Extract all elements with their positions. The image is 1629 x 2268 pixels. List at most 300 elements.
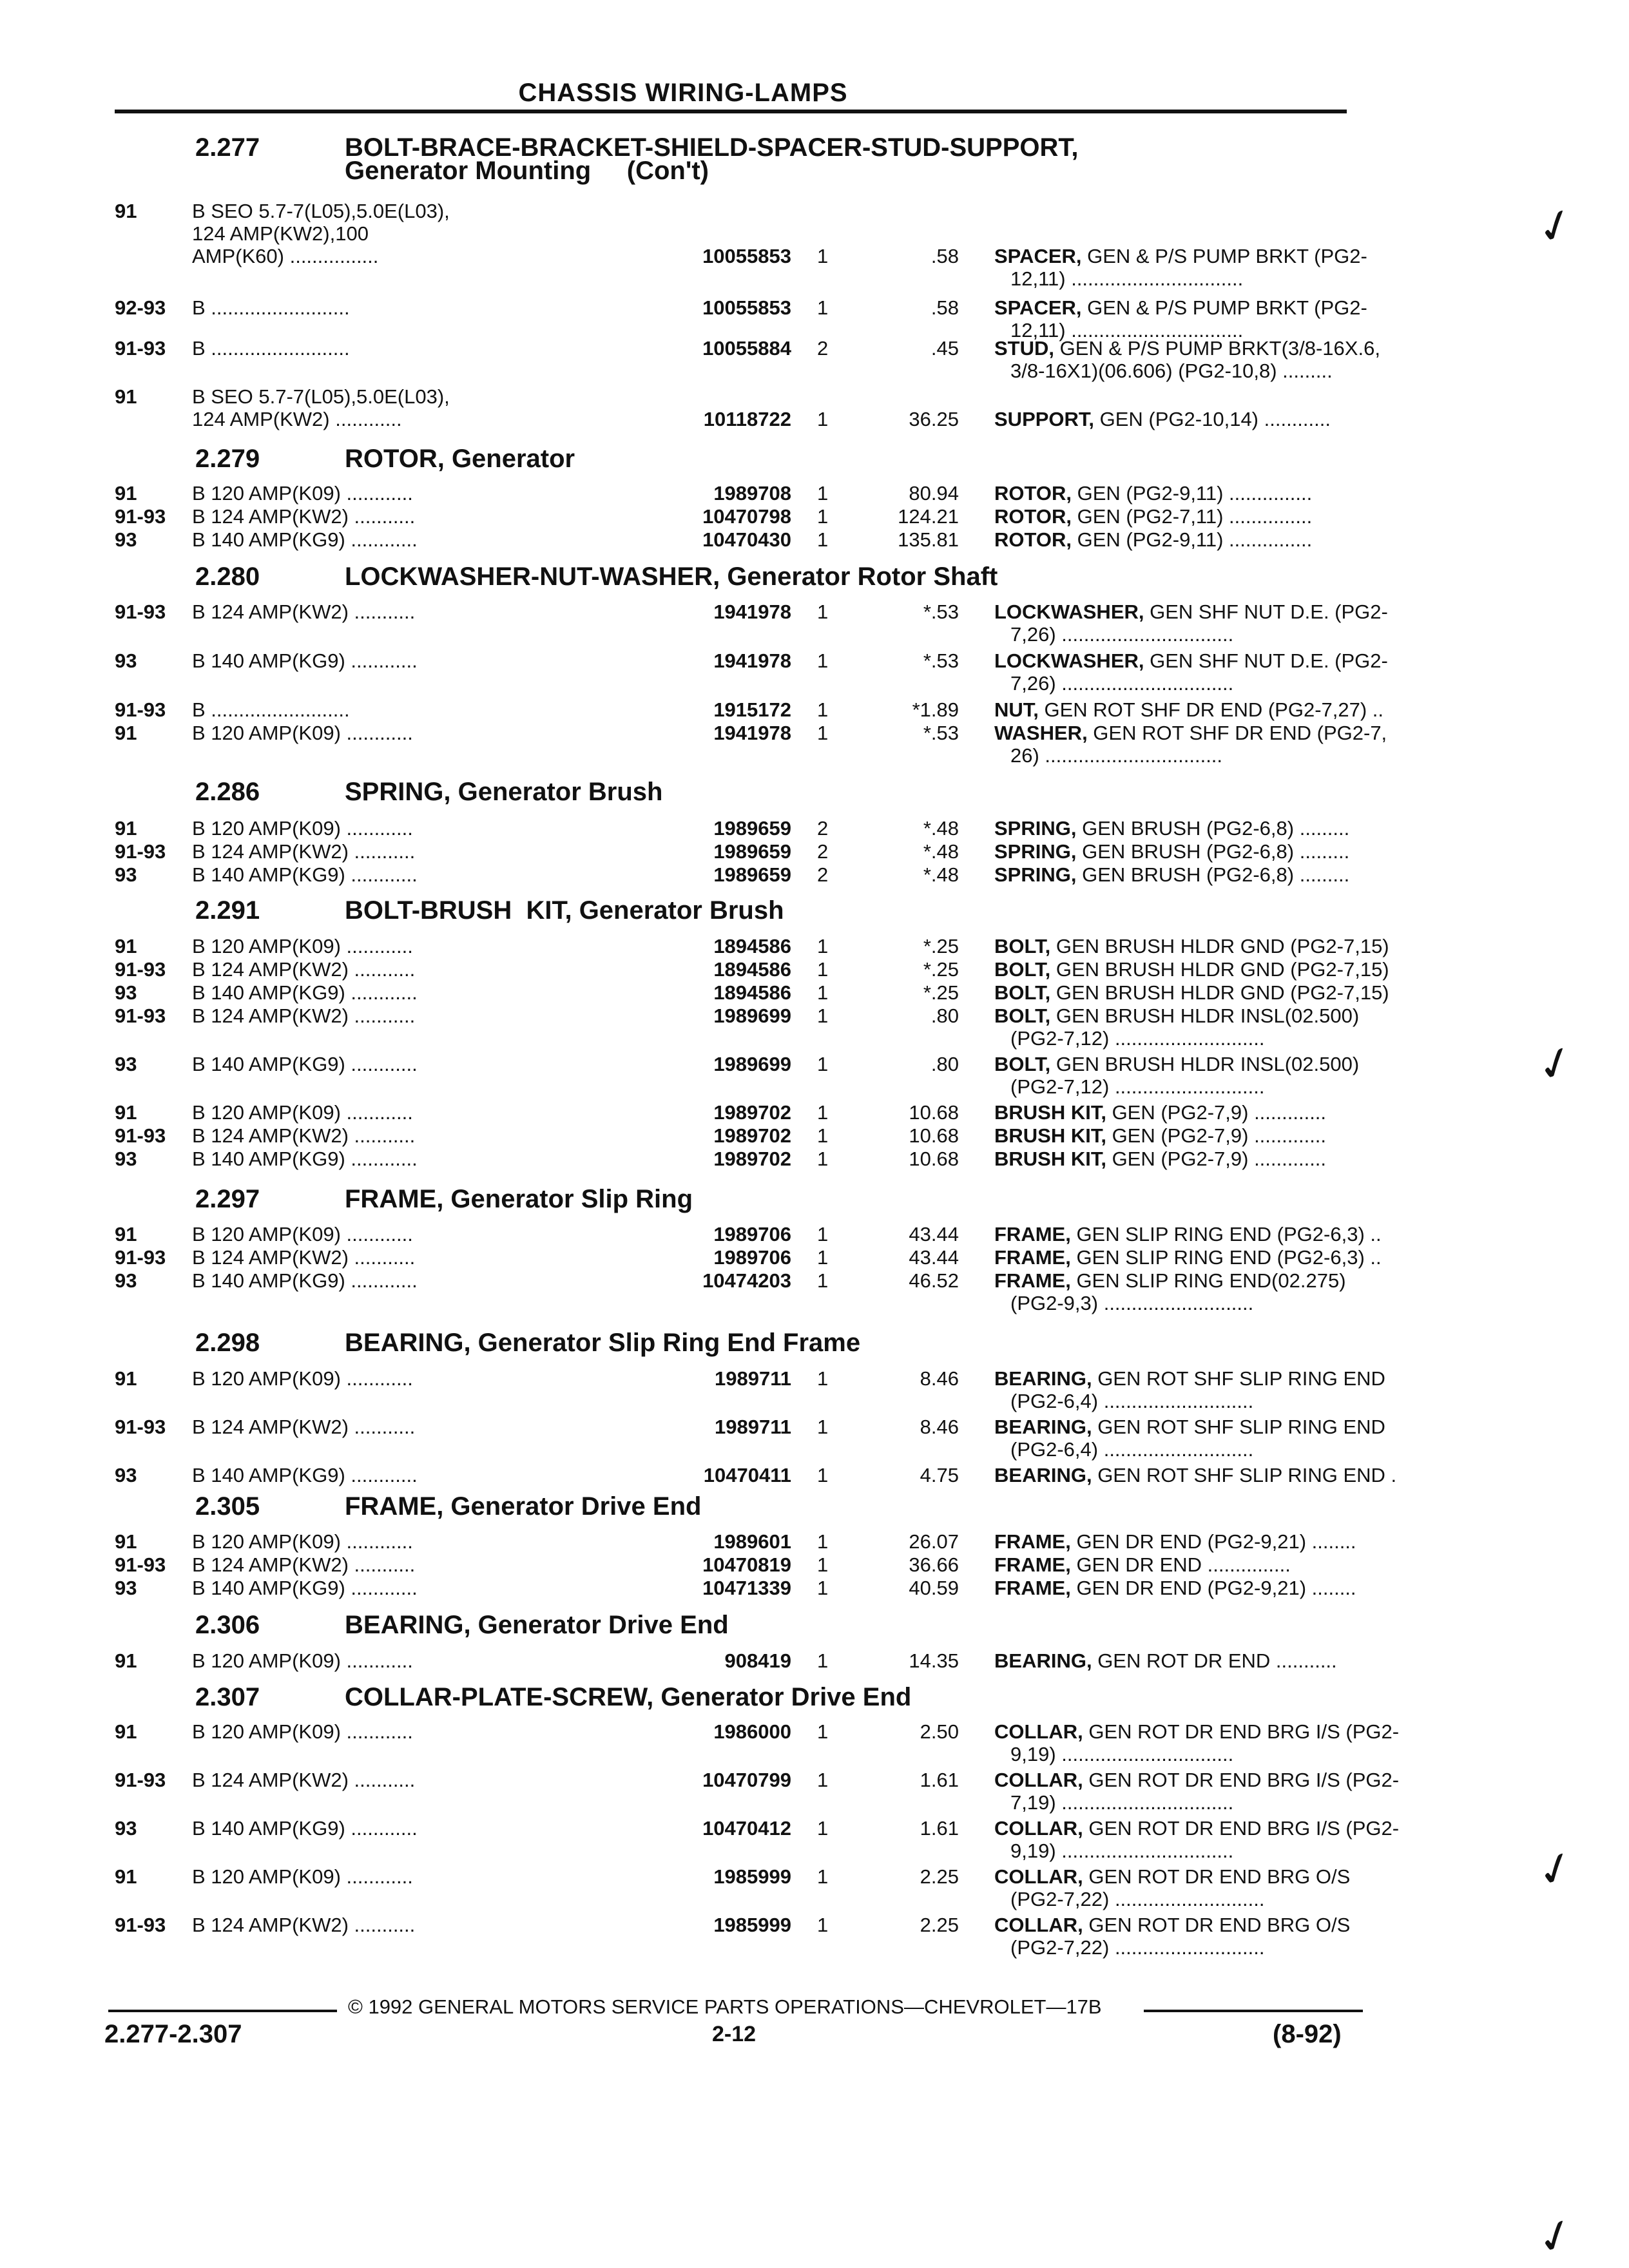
part-number: 1985999	[713, 1914, 791, 1936]
section-title: BEARING, Generator Drive End	[345, 1611, 729, 1639]
part-number: 10470798	[702, 505, 791, 528]
part-number: 10470430	[702, 528, 791, 551]
description	[994, 482, 1312, 505]
quantity: 1	[817, 722, 829, 744]
quantity: 1	[817, 1101, 829, 1124]
description	[994, 981, 1389, 1004]
section-number: 2.298	[195, 1329, 260, 1357]
description-cont: (PG2-6,4) ...........................	[1010, 1390, 1254, 1412]
model-year: 91-93	[115, 1246, 166, 1269]
application-cont: 124 AMP(KW2) ............	[192, 408, 402, 430]
description-keyword: FRAME,	[994, 1530, 1071, 1553]
part-number: 1989659	[713, 863, 791, 886]
footer-rule-left	[108, 2010, 337, 2012]
price: *.48	[923, 863, 959, 886]
model-year: 91	[115, 1865, 137, 1888]
application: B 120 AMP(K09) ............	[192, 722, 413, 744]
description-text: GEN ROT DR END BRG O/S	[1083, 1914, 1351, 1936]
description-text: GEN (PG2-7,9) .............	[1106, 1101, 1327, 1124]
section-heading	[195, 896, 784, 925]
description	[994, 698, 1383, 721]
part-number: 1985999	[713, 1865, 791, 1888]
model-year: 93	[115, 528, 137, 551]
part-number: 1941978	[713, 722, 791, 744]
price: .58	[930, 296, 959, 319]
model-year: 91-93	[115, 698, 166, 721]
price: 40.59	[909, 1577, 959, 1599]
description-text: GEN BRUSH (PG2-6,8) .........	[1076, 817, 1350, 840]
description-keyword: SPRING,	[994, 840, 1077, 863]
application: B 140 AMP(KG9) ............	[192, 1053, 418, 1075]
description-keyword: BOLT,	[994, 958, 1051, 981]
quantity: 1	[817, 482, 829, 505]
price: 124.21	[898, 505, 959, 528]
part-number: 1989659	[713, 840, 791, 863]
description-keyword: SPRING,	[994, 863, 1077, 886]
description	[994, 337, 1380, 360]
description-text: GEN SHF NUT D.E. (PG2-	[1144, 649, 1388, 672]
application-cont: AMP(K60) ................	[192, 245, 379, 267]
section-number: 2.305	[195, 1492, 260, 1521]
application: B 120 AMP(K09) ............	[192, 1367, 413, 1390]
description-keyword: SPACER,	[994, 296, 1082, 319]
description	[994, 1865, 1350, 1888]
check-mark: ✓	[1529, 2205, 1582, 2268]
application: B 124 AMP(KW2) ...........	[192, 958, 416, 981]
quantity: 1	[817, 1577, 829, 1599]
application: B 124 AMP(KW2) ...........	[192, 1553, 416, 1576]
model-year: 91	[115, 935, 137, 957]
application: B 120 AMP(K09) ............	[192, 482, 413, 505]
part-number: 10470411	[703, 1464, 791, 1486]
description-text: GEN BRUSH HLDR INSL(02.500)	[1050, 1053, 1360, 1075]
description-text: GEN (PG2-10,14) ............	[1094, 408, 1331, 430]
price: 80.94	[909, 482, 959, 505]
application: B 124 AMP(KW2) ...........	[192, 840, 416, 863]
description-keyword: BOLT,	[994, 1053, 1051, 1075]
description-keyword: COLLAR,	[994, 1817, 1083, 1840]
part-number: 1915172	[713, 698, 791, 721]
model-year: 91-93	[115, 505, 166, 528]
quantity: 1	[817, 1769, 829, 1791]
price: *.25	[923, 981, 959, 1004]
section-title: BEARING, Generator Slip Ring End Frame	[345, 1329, 861, 1357]
price: 10.68	[909, 1101, 959, 1124]
quantity: 1	[817, 1367, 829, 1390]
price: 135.81	[898, 528, 959, 551]
application: B 124 AMP(KW2) ...........	[192, 1769, 416, 1791]
price: *.53	[923, 722, 959, 744]
description-cont: 7,26) ...............................	[1010, 623, 1234, 646]
model-year: 91	[115, 722, 137, 744]
description	[994, 1101, 1326, 1124]
model-year: 91-93	[115, 840, 166, 863]
description-keyword: FRAME,	[994, 1269, 1071, 1292]
section-number: 2.286	[195, 778, 260, 806]
model-year: 91-93	[115, 1553, 166, 1576]
application: B 140 AMP(KG9) ............	[192, 528, 418, 551]
price: *.25	[923, 958, 959, 981]
description-text: GEN DR END (PG2-9,21) ........	[1070, 1577, 1356, 1599]
application: B 140 AMP(KG9) ............	[192, 1577, 418, 1599]
description-text: GEN BRUSH (PG2-6,8) .........	[1076, 840, 1350, 863]
quantity: 1	[817, 649, 829, 672]
application: B 120 AMP(K09) ............	[192, 1649, 413, 1672]
application: B 140 AMP(KG9) ............	[192, 1817, 418, 1840]
description-keyword: BEARING,	[994, 1416, 1092, 1438]
part-number: 10470819	[702, 1553, 791, 1576]
application: B 124 AMP(KW2) ...........	[192, 1124, 416, 1147]
section-heading	[195, 1329, 860, 1358]
section-number: 2.291	[195, 896, 260, 925]
section-range: 2.277-2.307	[104, 2020, 242, 2048]
part-number: 1989706	[713, 1246, 791, 1269]
model-year: 93	[115, 1053, 137, 1075]
application: B 120 AMP(K09) ............	[192, 1530, 413, 1553]
price: 36.25	[909, 408, 959, 430]
section-number: 2.306	[195, 1611, 260, 1639]
description	[994, 528, 1312, 551]
description-text: GEN ROT SHF DR END (PG2-7,27) ..	[1038, 698, 1384, 721]
model-year: 91-93	[115, 337, 166, 360]
check-mark: ✓	[1529, 195, 1582, 258]
description-text: GEN ROT DR END BRG I/S (PG2-	[1083, 1720, 1400, 1743]
application: B SEO 5.7-7(L05),5.0E(L03),	[192, 385, 450, 408]
price: *.48	[923, 840, 959, 863]
description-keyword: ROTOR,	[994, 505, 1072, 528]
price: 10.68	[909, 1124, 959, 1147]
description-cont: (PG2-9,3) ...........................	[1010, 1292, 1254, 1314]
description-text: GEN BRUSH HLDR GND (PG2-7,15)	[1050, 958, 1389, 981]
description-keyword: FRAME,	[994, 1577, 1071, 1599]
price: 2.25	[920, 1914, 959, 1936]
description-keyword: FRAME,	[994, 1246, 1071, 1269]
section-title: LOCKWASHER-NUT-WASHER, Generator Rotor Shaft	[345, 562, 998, 591]
quantity: 2	[817, 840, 829, 863]
price: *.48	[923, 817, 959, 840]
description	[994, 1148, 1326, 1170]
description-keyword: BRUSH KIT,	[994, 1148, 1106, 1170]
description-keyword: BOLT,	[994, 1004, 1051, 1027]
quantity: 1	[817, 1148, 829, 1170]
price: .80	[930, 1004, 959, 1027]
description-text: GEN ROT SHF SLIP RING END	[1092, 1416, 1385, 1438]
part-number: 10474203	[702, 1269, 791, 1292]
price: 2.25	[920, 1865, 959, 1888]
description-text: GEN ROT SHF SLIP RING END	[1092, 1367, 1385, 1390]
quantity: 2	[817, 337, 829, 360]
description-keyword: BOLT,	[994, 935, 1051, 957]
description-keyword: COLLAR,	[994, 1865, 1083, 1888]
description	[994, 1004, 1359, 1027]
description	[994, 817, 1349, 840]
description	[994, 505, 1312, 528]
part-number: 10470412	[702, 1817, 791, 1840]
application: B 140 AMP(KG9) ............	[192, 863, 418, 886]
description-cont: 3/8-16X1)(06.606) (PG2-10,8) .........	[1010, 360, 1333, 382]
section-number: 2.297	[195, 1185, 260, 1213]
quantity: 1	[817, 1246, 829, 1269]
application-cont: 124 AMP(KW2),100	[192, 222, 369, 245]
part-number: 908419	[724, 1649, 791, 1672]
description-cont: (PG2-7,22) ...........................	[1010, 1888, 1265, 1910]
application: B 124 AMP(KW2) ...........	[192, 1914, 416, 1936]
quantity: 2	[817, 863, 829, 886]
section-heading	[195, 778, 662, 807]
description	[994, 1269, 1346, 1292]
quantity: 1	[817, 1817, 829, 1840]
price: .80	[930, 1053, 959, 1075]
price: *.25	[923, 935, 959, 957]
section-subtitle: Generator Mounting (Con't)	[345, 157, 709, 185]
application: B 120 AMP(K09) ............	[192, 935, 413, 957]
description	[994, 296, 1367, 319]
description-text: GEN BRUSH HLDR INSL(02.500)	[1050, 1004, 1360, 1027]
quantity: 1	[817, 958, 829, 981]
application: B .........................	[192, 296, 350, 319]
model-year: 93	[115, 1464, 137, 1486]
application: B 124 AMP(KW2) ...........	[192, 1246, 416, 1269]
description	[994, 1053, 1359, 1075]
part-number: 1989699	[713, 1053, 791, 1075]
part-number: 10055853	[702, 296, 791, 319]
description-text: GEN & P/S PUMP BRKT (PG2-	[1081, 245, 1367, 267]
description-text: GEN SHF NUT D.E. (PG2-	[1144, 601, 1388, 623]
model-year: 93	[115, 863, 137, 886]
description-text: GEN ROT SHF SLIP RING END .	[1092, 1464, 1397, 1486]
description-text: GEN BRUSH (PG2-6,8) .........	[1076, 863, 1350, 886]
price: 4.75	[920, 1464, 959, 1486]
description-cont: 12,11) ...............................	[1010, 319, 1244, 341]
quantity: 1	[817, 296, 829, 319]
quantity: 1	[817, 935, 829, 957]
description-text: GEN & P/S PUMP BRKT(3/8-16X.6,	[1054, 337, 1380, 360]
description-text: GEN ROT DR END BRG I/S (PG2-	[1083, 1769, 1400, 1791]
application: B 140 AMP(KG9) ............	[192, 1269, 418, 1292]
quantity: 1	[817, 528, 829, 551]
part-number: 1989711	[715, 1416, 791, 1438]
model-year: 91	[115, 1223, 137, 1245]
model-year: 93	[115, 1269, 137, 1292]
description	[994, 1914, 1350, 1936]
model-year: 93	[115, 1148, 137, 1170]
section-heading	[195, 1683, 911, 1712]
description-cont: (PG2-7,22) ...........................	[1010, 1936, 1265, 1959]
quantity: 1	[817, 1053, 829, 1075]
application: B 140 AMP(KG9) ............	[192, 1464, 418, 1486]
description-keyword: ROTOR,	[994, 482, 1072, 505]
description	[994, 1649, 1337, 1672]
application: B 120 AMP(K09) ............	[192, 1865, 413, 1888]
application: B 140 AMP(KG9) ............	[192, 981, 418, 1004]
section-title: COLLAR-PLATE-SCREW, Generator Drive End	[345, 1683, 912, 1711]
quantity: 1	[817, 505, 829, 528]
model-year: 93	[115, 1817, 137, 1840]
description-cont: (PG2-7,12) ...........................	[1010, 1075, 1265, 1098]
description	[994, 649, 1388, 672]
description-keyword: FRAME,	[994, 1553, 1071, 1576]
quantity: 1	[817, 1649, 829, 1672]
model-year: 91	[115, 385, 137, 408]
part-number: 1989699	[713, 1004, 791, 1027]
description-keyword: LOCKWASHER,	[994, 649, 1144, 672]
description-keyword: COLLAR,	[994, 1769, 1083, 1791]
description	[994, 1720, 1399, 1743]
application: B 120 AMP(K09) ............	[192, 1720, 413, 1743]
description-keyword: BEARING,	[994, 1649, 1092, 1672]
description	[994, 1416, 1385, 1438]
part-number: 1986000	[713, 1720, 791, 1743]
description-keyword: SPACER,	[994, 245, 1082, 267]
model-year: 92-93	[115, 296, 166, 319]
part-number: 1894586	[713, 958, 791, 981]
description-text: GEN ROT DR END ...........	[1092, 1649, 1337, 1672]
section-number: 2.277	[195, 133, 260, 162]
header-rule	[115, 110, 1347, 113]
description-text: GEN (PG2-9,11) ...............	[1072, 528, 1313, 551]
section-number: 2.280	[195, 562, 260, 591]
part-number: 1989702	[713, 1124, 791, 1147]
price: 1.61	[920, 1817, 959, 1840]
description	[994, 863, 1349, 886]
model-year: 93	[115, 1577, 137, 1599]
part-number: 1894586	[713, 981, 791, 1004]
section-heading	[195, 1185, 693, 1214]
section-title: FRAME, Generator Drive End	[345, 1492, 702, 1521]
section-heading	[195, 1492, 701, 1521]
price: 26.07	[909, 1530, 959, 1553]
quantity: 1	[817, 601, 829, 623]
description-text: GEN ROT DR END BRG I/S (PG2-	[1083, 1817, 1400, 1840]
part-number: 10055853	[702, 245, 791, 267]
model-year: 91	[115, 1649, 137, 1672]
part-number: 10471339	[702, 1577, 791, 1599]
description-cont: 7,19) ...............................	[1010, 1791, 1234, 1814]
quantity: 1	[817, 1464, 829, 1486]
description	[994, 1246, 1382, 1269]
model-year: 91-93	[115, 1004, 166, 1027]
description-keyword: WASHER,	[994, 722, 1088, 744]
price: *1.89	[912, 698, 959, 721]
part-number: 10470799	[702, 1769, 791, 1791]
section-title: SPRING, Generator Brush	[345, 778, 663, 806]
description-text: GEN SLIP RING END(02.275)	[1070, 1269, 1346, 1292]
section-heading	[195, 562, 998, 591]
price: 2.50	[920, 1720, 959, 1743]
description-keyword: COLLAR,	[994, 1720, 1083, 1743]
description	[994, 1124, 1326, 1147]
price: 8.46	[920, 1416, 959, 1438]
quantity: 1	[817, 408, 829, 430]
description-keyword: COLLAR,	[994, 1914, 1083, 1936]
footer-rule-right	[1144, 2010, 1363, 2012]
section-number: 2.307	[195, 1683, 260, 1711]
price: 8.46	[920, 1367, 959, 1390]
quantity: 2	[817, 817, 829, 840]
application: B 124 AMP(KW2) ...........	[192, 1416, 416, 1438]
description-cont: 9,19) ...............................	[1010, 1840, 1234, 1862]
description	[994, 1817, 1399, 1840]
application: B 124 AMP(KW2) ...........	[192, 601, 416, 623]
price: 14.35	[909, 1649, 959, 1672]
description	[994, 1577, 1356, 1599]
model-year: 91-93	[115, 1416, 166, 1438]
model-year: 91-93	[115, 958, 166, 981]
section-title: BOLT-BRUSH KIT, Generator Brush	[345, 896, 784, 925]
model-year: 91	[115, 1367, 137, 1390]
price: *.53	[923, 649, 959, 672]
description-text: GEN DR END (PG2-9,21) ........	[1070, 1530, 1356, 1553]
copyright-text: © 1992 GENERAL MOTORS SERVICE PARTS OPERATIONS—CHEVROLET—17B	[348, 1995, 1102, 2018]
description-keyword: BRUSH KIT,	[994, 1101, 1106, 1124]
application: B 120 AMP(K09) ............	[192, 1223, 413, 1245]
price: .58	[930, 245, 959, 267]
quantity: 1	[817, 1269, 829, 1292]
model-year: 91	[115, 1101, 137, 1124]
description-text: GEN (PG2-7,11) ...............	[1072, 505, 1313, 528]
description-text: GEN SLIP RING END (PG2-6,3) ..	[1070, 1223, 1382, 1245]
description-keyword: STUD,	[994, 337, 1054, 360]
revision-date: (8-92)	[1273, 2020, 1342, 2048]
price: 36.66	[909, 1553, 959, 1576]
section-number: 2.279	[195, 445, 260, 473]
description-keyword: ROTOR,	[994, 528, 1072, 551]
description-cont: (PG2-7,12) ...........................	[1010, 1027, 1265, 1050]
description-text: GEN (PG2-7,9) .............	[1106, 1148, 1327, 1170]
description-keyword: NUT,	[994, 698, 1039, 721]
part-number: 1941978	[713, 649, 791, 672]
quantity: 1	[817, 245, 829, 267]
application: B .........................	[192, 337, 350, 360]
section-title: ROTOR, Generator	[345, 445, 575, 473]
model-year: 91	[115, 1530, 137, 1553]
price: 46.52	[909, 1269, 959, 1292]
model-year: 93	[115, 981, 137, 1004]
application: B .........................	[192, 698, 350, 721]
application: B 140 AMP(KG9) ............	[192, 649, 418, 672]
price: .45	[930, 337, 959, 360]
application: B SEO 5.7-7(L05),5.0E(L03),	[192, 200, 450, 222]
quantity: 1	[817, 1553, 829, 1576]
description-text: GEN & P/S PUMP BRKT (PG2-	[1081, 296, 1367, 319]
description-keyword: FRAME,	[994, 1223, 1071, 1245]
quantity: 1	[817, 1223, 829, 1245]
check-mark: ✓	[1529, 1838, 1582, 1901]
quantity: 1	[817, 1865, 829, 1888]
description-text: GEN DR END ...............	[1070, 1553, 1291, 1576]
description-text: GEN (PG2-7,9) .............	[1106, 1124, 1327, 1147]
description	[994, 1464, 1396, 1486]
part-number: 1989659	[713, 817, 791, 840]
model-year: 91	[115, 817, 137, 840]
model-year: 91	[115, 482, 137, 505]
description-keyword: BRUSH KIT,	[994, 1124, 1106, 1147]
model-year: 91	[115, 1720, 137, 1743]
description-text: GEN ROT DR END BRG O/S	[1083, 1865, 1351, 1888]
section-heading	[195, 445, 575, 474]
section-heading	[195, 1611, 729, 1640]
quantity: 1	[817, 1914, 829, 1936]
application: B 120 AMP(K09) ............	[192, 817, 413, 840]
section-title: BOLT-BRACE-BRACKET-SHIELD-SPACER-STUD-SUPPORT,	[345, 133, 1079, 162]
description-cont: 7,26) ...............................	[1010, 672, 1234, 695]
quantity: 1	[817, 1720, 829, 1743]
model-year: 91	[115, 200, 137, 222]
price: 1.61	[920, 1769, 959, 1791]
description	[994, 1223, 1382, 1245]
description-text: GEN (PG2-9,11) ...............	[1072, 482, 1313, 505]
description	[994, 840, 1349, 863]
